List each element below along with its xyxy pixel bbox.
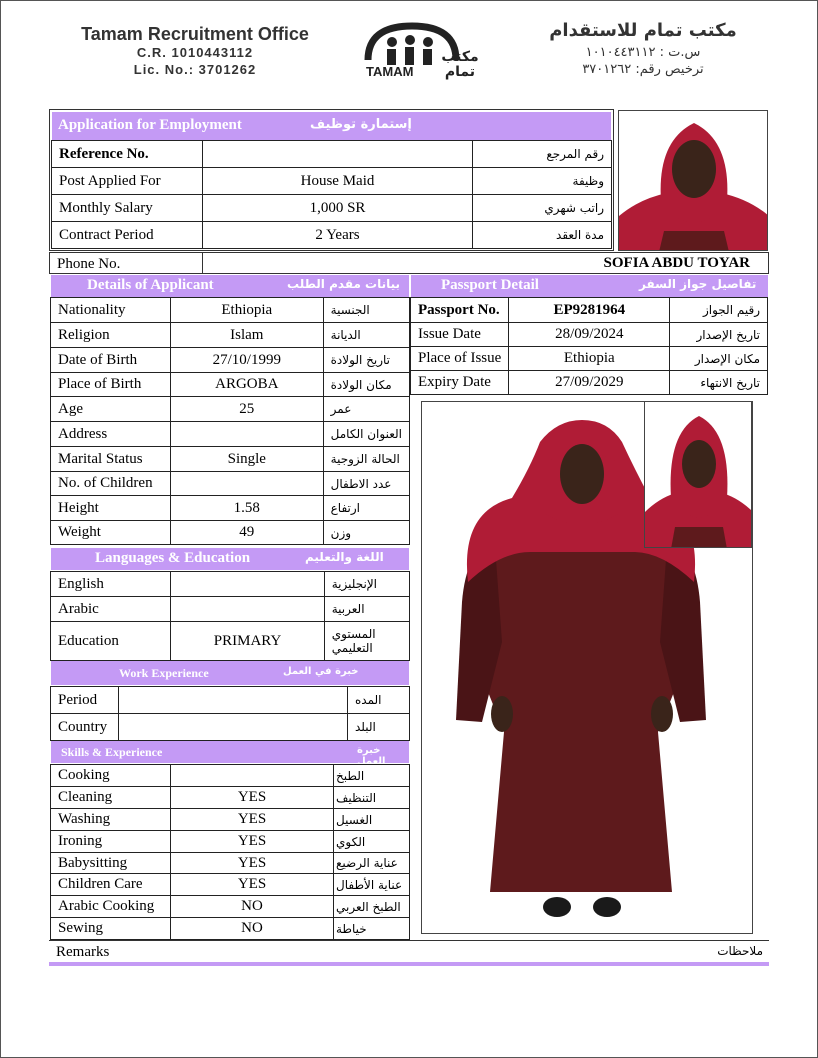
table-row <box>411 298 768 323</box>
label-en: Contract Period <box>52 222 203 249</box>
marital-value: Single <box>170 447 323 472</box>
remarks-label-en: Remarks <box>56 944 110 960</box>
table-row <box>51 447 410 472</box>
address-value <box>170 422 323 447</box>
label-en: Weight <box>51 521 171 545</box>
label-ar: وزن <box>323 521 409 545</box>
details-title-ar: بيانات مقدم الطلب <box>287 277 401 291</box>
work-title-en: Work Experience <box>119 666 209 680</box>
label-en: Cleaning <box>51 787 171 809</box>
table-row <box>51 521 410 545</box>
passport-table <box>410 297 768 395</box>
label-ar: المستوي التعليمي <box>324 622 409 661</box>
label-ar: الحالة الزوجية <box>323 447 409 472</box>
age-value: 25 <box>170 397 323 422</box>
label-en: Children Care <box>51 874 171 896</box>
label-ar: راتب شهري <box>473 195 612 222</box>
skills-title-ar: خبرة العمل <box>357 745 386 767</box>
label-ar: مكان الإصدار <box>670 347 768 371</box>
languages-title-ar: اللغة والتعليم <box>305 550 384 564</box>
label-en: Place of Issue <box>411 347 509 371</box>
languages-title-bar <box>51 548 409 570</box>
details-title-en: Details of Applicant <box>87 277 214 293</box>
contract-value: 2 Years <box>203 222 473 249</box>
skills-table <box>50 764 410 940</box>
office-lic-en: Lic. No.: 3701262 <box>133 62 257 77</box>
label-en: No. of Children <box>51 472 171 496</box>
table-row <box>51 765 410 787</box>
issue-date-value: 28/09/2024 <box>509 323 670 347</box>
label-ar: التنظيف <box>334 787 410 809</box>
office-cr-ar: س.ت : ١٠١٠٤٤٣١١٢ <box>585 45 701 60</box>
label-ar: الغسيل <box>334 809 410 831</box>
remarks-row <box>49 940 769 962</box>
height-value: 1.58 <box>170 496 323 521</box>
label-en: Arabic Cooking <box>51 896 171 918</box>
label-ar: البلد <box>348 714 410 741</box>
label-ar: الكوي <box>334 831 410 853</box>
religion-value: Islam <box>170 323 323 348</box>
label-en: Ironing <box>51 831 171 853</box>
table-row <box>411 323 768 347</box>
phone-row <box>49 252 769 274</box>
children-value <box>170 472 323 496</box>
label-ar: عدد الاطفال <box>323 472 409 496</box>
post-value: House Maid <box>203 168 473 195</box>
work-table <box>50 686 410 741</box>
label-ar: المده <box>348 687 410 714</box>
table-row <box>52 141 612 168</box>
table-row <box>51 472 410 496</box>
label-ar: خياطة <box>334 918 410 940</box>
logo-text-ar: مكتب تمام <box>441 49 479 80</box>
application-title-ar: إستمارة توظيف <box>310 117 412 132</box>
skill-value: YES <box>171 809 334 831</box>
office-lic-ar: ترخيص رقم: ٣٧٠١٢٦٢ <box>582 62 704 77</box>
label-ar: الإنجليزية <box>324 572 409 597</box>
label-en: Expiry Date <box>411 371 509 395</box>
label-ar: عناية الرضيع <box>334 853 410 874</box>
table-row <box>52 195 612 222</box>
label-ar: ارتفاع <box>323 496 409 521</box>
table-row <box>411 371 768 395</box>
divider <box>202 253 203 274</box>
passport-number-value: EP9281964 <box>509 298 670 323</box>
table-row <box>51 597 410 622</box>
label-en: Education <box>51 622 171 661</box>
table-row <box>51 622 410 661</box>
logo-text-en: TAMAM <box>366 64 414 79</box>
table-row <box>51 809 410 831</box>
table-row <box>51 874 410 896</box>
label-ar: تاريخ الانتهاء <box>670 371 768 395</box>
label-ar: تاريخ الولادة <box>323 348 409 373</box>
office-cr-en: C.R. 1010443112 <box>136 45 254 60</box>
table-row <box>51 422 410 447</box>
country-value <box>119 714 348 741</box>
english-value <box>171 572 324 597</box>
label-ar: عمر <box>323 397 409 422</box>
label-ar: وظيفة <box>473 168 612 195</box>
label-en: Passport No. <box>411 298 509 323</box>
label-ar: العربية <box>324 597 409 622</box>
label-ar: الديانة <box>323 323 409 348</box>
passport-title-en: Passport Detail <box>441 277 539 293</box>
table-row <box>51 397 410 422</box>
label-ar: مدة العقد <box>473 222 612 249</box>
skill-value: YES <box>171 787 334 809</box>
label-ar: العنوان الكامل <box>323 422 409 447</box>
salary-value: 1,000 SR <box>203 195 473 222</box>
table-row <box>51 298 410 323</box>
table-row <box>51 831 410 853</box>
details-table <box>50 297 410 545</box>
office-name-ar: مكتب تمام للاستقدام <box>549 20 737 41</box>
passport-title-bar <box>411 275 768 297</box>
skill-value: YES <box>171 831 334 853</box>
details-title-bar <box>51 275 409 297</box>
weight-value: 49 <box>170 521 323 545</box>
table-row <box>51 714 410 741</box>
label-en: English <box>51 572 171 597</box>
table-row <box>51 687 410 714</box>
label-en: Washing <box>51 809 171 831</box>
label-ar: الجنسية <box>323 298 409 323</box>
education-value: PRIMARY <box>171 622 324 661</box>
label-ar: رقم المرجع <box>473 141 612 168</box>
application-title-bar <box>52 112 611 140</box>
skill-value: YES <box>171 874 334 896</box>
application-section <box>49 109 614 251</box>
label-en: Height <box>51 496 171 521</box>
label-en: Address <box>51 422 171 447</box>
label-en: Period <box>51 687 119 714</box>
skill-value: NO <box>171 896 334 918</box>
label-en: Religion <box>51 323 171 348</box>
portrait-photo-top <box>618 110 768 251</box>
work-title-bar <box>51 661 409 685</box>
languages-table <box>50 571 410 661</box>
label-en: Cooking <box>51 765 171 787</box>
label-en: Post Applied For <box>52 168 203 195</box>
skill-value: NO <box>171 918 334 940</box>
label-ar: رقيم الجواز <box>670 298 768 323</box>
work-title-ar: خبرة في العمل <box>283 666 359 677</box>
label-ar: الطبخ العربي <box>334 896 410 918</box>
label-ar: مكان الولادة <box>323 373 409 397</box>
passport-title-ar: تفاصيل جواز السفر <box>639 277 757 291</box>
languages-title-en: Languages & Education <box>95 550 251 566</box>
label-en: Country <box>51 714 119 741</box>
label-en: Reference No. <box>52 141 203 168</box>
remarks-label-ar: ملاحظات <box>717 944 763 958</box>
office-name-en: Tamam Recruitment Office <box>81 24 309 44</box>
label-ar: عناية الأطفال <box>334 874 410 896</box>
table-row <box>411 347 768 371</box>
dob-value: 27/10/1999 <box>170 348 323 373</box>
company-logo <box>362 20 482 82</box>
table-row <box>51 323 410 348</box>
reference-value <box>203 141 473 168</box>
application-title-en: Application for Employment <box>58 117 242 133</box>
pob-value: ARGOBA <box>170 373 323 397</box>
label-en: Sewing <box>51 918 171 940</box>
label-ar: الطبخ <box>334 765 410 787</box>
phone-label: Phone No. <box>57 256 121 272</box>
label-en: Issue Date <box>411 323 509 347</box>
application-table <box>51 140 612 249</box>
period-value <box>119 687 348 714</box>
expiry-date-value: 27/09/2029 <box>509 371 670 395</box>
nationality-value: Ethiopia <box>170 298 323 323</box>
place-of-issue-value: Ethiopia <box>509 347 670 371</box>
table-row <box>51 348 410 373</box>
label-en: Age <box>51 397 171 422</box>
label-en: Date of Birth <box>51 348 171 373</box>
table-row <box>51 572 410 597</box>
table-row <box>51 853 410 874</box>
label-en: Babysitting <box>51 853 171 874</box>
table-row <box>51 896 410 918</box>
table-row <box>51 787 410 809</box>
bottom-accent-bar <box>49 962 769 966</box>
table-row <box>51 918 410 940</box>
table-row <box>52 222 612 249</box>
applicant-name: SOFIA ABDU TOYAR <box>603 255 750 271</box>
label-en: Monthly Salary <box>52 195 203 222</box>
passport-photo <box>644 401 752 548</box>
skills-title-en: Skills & Experience <box>61 745 163 759</box>
table-row <box>52 168 612 195</box>
label-en: Nationality <box>51 298 171 323</box>
label-ar: تاريخ الإصدار <box>670 323 768 347</box>
table-row <box>51 373 410 397</box>
skills-title-bar <box>51 741 409 767</box>
table-row <box>51 496 410 521</box>
arabic-value <box>171 597 324 622</box>
skill-value <box>171 765 334 787</box>
label-en: Marital Status <box>51 447 171 472</box>
skill-value: YES <box>171 853 334 874</box>
label-en: Place of Birth <box>51 373 171 397</box>
label-en: Arabic <box>51 597 171 622</box>
